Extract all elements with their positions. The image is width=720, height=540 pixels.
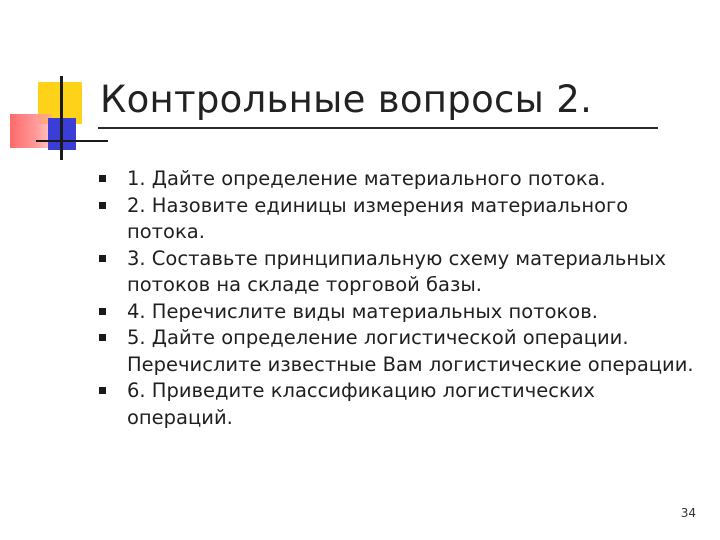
list-item [96,378,706,431]
slide-title: Контрольные вопросы 2. [100,78,593,121]
list-item [96,299,706,326]
logo-vertical-line [60,76,63,160]
bullet-icon [99,387,106,394]
bullet-icon [99,308,106,315]
bullet-icon [99,255,106,262]
logo-horizontal-line [36,140,108,142]
list-item-text: 1. Дайте определение материального потока. [127,167,606,190]
title-underline [98,127,658,129]
list-item-text: 2. Назовите единицы измерения материального потока. [127,193,629,243]
list-item-text: 6. Приведите классификацию логистических операций. [127,379,595,429]
bullet-icon [99,175,106,182]
question-list [96,166,706,431]
list-item [96,246,706,299]
bullet-icon [99,202,106,209]
list-item [96,193,706,246]
list-item-text: 4. Перечислите виды материальных потоков. [127,299,598,323]
list-item-text: 5. Дайте определение логистической операции. Перечислите известные Вам логистические операции. [127,326,694,376]
list-item [96,325,706,378]
list-item-text: 3. Составьте принципиальную схему материальных потоков на складе торговой базы. [127,246,667,296]
decorative-logo [0,0,110,170]
logo-red-square [10,114,52,148]
bullet-icon [99,334,106,341]
list-item [96,166,706,193]
page-number: 34 [680,506,696,520]
